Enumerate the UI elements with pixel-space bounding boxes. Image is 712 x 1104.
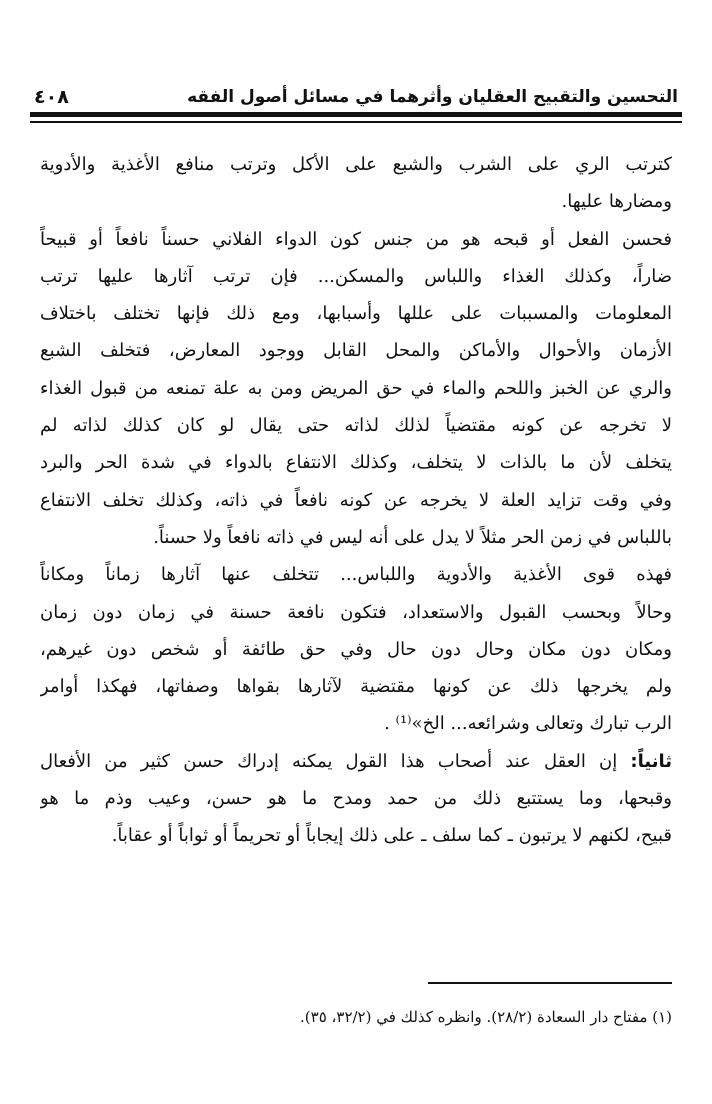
header-rule-thick <box>30 112 682 117</box>
text-line-second-point <box>40 743 672 780</box>
text-line: كترتب الري على الشرب والشبع على الأكل وترتب منافع الأغذية والأدوية <box>40 154 672 175</box>
text-line: وفي وقت تزايد العلة لا يخرجه عن كونه نافعاً في ذاته، وكذلك تخلف الانتفاع <box>40 489 672 511</box>
text-line: قبيح، لكنهم لا يرتبون ـ كما سلف ـ على ذلك إيجاباً أو تحريماً أو ثواباً أو عقاباً. <box>111 825 672 847</box>
text-line: باللباس في زمن الحر مثلاً لا يدل على أنه ليس في ذاته نافعاً ولا حسناً. <box>153 526 672 548</box>
text-line: المعلومات والمسببات على عللها وأسبابها، ومع ذلك فإنها تختلف باختلاف <box>40 303 672 325</box>
text-line: يتخلف لأن ما بالذات لا يتخلف، وكذلك الانتفاع بالدواء في شدة الحر والبرد <box>40 452 672 474</box>
main-text <box>40 146 672 855</box>
text-line: وحالاً وبحسب القبول والاستعداد، فتكون نافعة حسنة في زمان دون زمان <box>40 601 672 623</box>
text-line: الرب تبارك وتعالى وشرائعه... الخ»⁽¹⁾ . <box>384 713 672 735</box>
text-line: ضاراً، وكذلك الغذاء واللباس والمسكن... فإن ترتب آثارها عليها ترتب <box>40 265 672 287</box>
text-line: الأزمان والأحوال والأماكن والمحل القابل ووجود المعارض، فتخلف الشبع <box>40 340 672 362</box>
text-line: فحسن الفعل أو قبحه هو من جنس كون الدواء الفلاني حسناً نافعاً أو قبيحاً <box>40 228 672 250</box>
text-line: لا تخرجه عن كونه مقتضياً لذلك لذاته حتى يقال لو كان كذلك لذاته لم <box>40 415 672 437</box>
second-point-text: إن العقل عند أصحاب هذا القول يمكنه إدراك حسن كثير من الأفعال <box>40 750 618 772</box>
running-header <box>34 82 678 108</box>
text-line: والري عن الخبز واللحم والماء في حق المريض ومن به علة تمنعه من قبول الغذاء <box>40 377 672 399</box>
page-number: ٤٠٨ <box>34 86 69 108</box>
footnote-separator <box>428 982 672 984</box>
text-line: وقبحها، وما يستتبع ذلك من حمد ومدح ما هو حسن، وعيب وذم ما هو <box>40 788 672 810</box>
text-line: ومضارها عليها. <box>561 191 672 213</box>
running-title: التحسين والتقبيح العقليان وأثرهما في مسائل أصول الفقه <box>187 87 678 107</box>
text-line: ولم يخرجها ذلك عن كونها مقتضية لآثارها بقواها وصفاتها، فهكذا أوامر <box>40 676 672 698</box>
text-line: فهذه قوى الأغذية والأدوية واللباس... تتخلف عنها آثارها زماناً ومكاناً <box>40 564 672 586</box>
footnote: (١) مفتاح دار السعادة (٢٨/٢). وانظره كذلك في (٣٢/٢، ٣٥). <box>300 1008 672 1026</box>
header-rule-thin <box>30 121 682 123</box>
text-line: ومكان دون مكان وحال دون حال وفي حق طائفة أو شخص دون غيرهم، <box>40 638 672 660</box>
second-point-label: ثانياً: <box>630 750 672 772</box>
